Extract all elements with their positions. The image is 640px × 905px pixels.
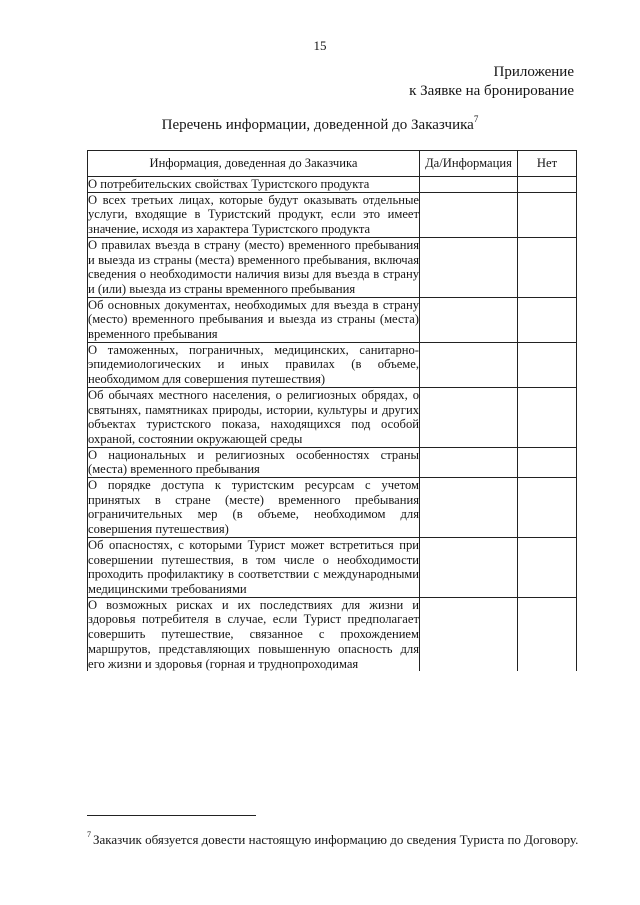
- header-info: Информация, доведенная до Заказчика: [88, 151, 420, 177]
- appendix-heading: [409, 63, 574, 101]
- row-info-text: О правилах въезда в страну (место) временного пребывания и выезда из страны (места) временного пребывания, включая сведения о необходимости наличия визы для въезда в страну и (или) выезда из страны временного пребывания: [88, 237, 419, 296]
- title-footnote-mark: 7: [473, 114, 479, 124]
- footnote: [87, 832, 578, 848]
- document-title: [0, 114, 640, 134]
- yes-cell[interactable]: [420, 478, 518, 538]
- table-row: [88, 597, 577, 671]
- table-row: [88, 342, 577, 387]
- table-row: [88, 447, 577, 477]
- row-info-text: О таможенных, пограничных, медицинских, санитарно-эпидемиологических и иных правилах (в объеме, необходимом для совершения путешествия): [88, 342, 419, 387]
- row-info-text: О всех третьих лицах, которые будут оказывать отдельные услуги, входящие в Туристский продукт, если это имеет значение, исходя из характера Туристского продукта: [88, 192, 419, 237]
- no-cell[interactable]: [518, 478, 577, 538]
- yes-cell[interactable]: [420, 537, 518, 597]
- row-info-text: О потребительских свойствах Туристского продукта: [88, 177, 420, 193]
- no-cell[interactable]: [518, 387, 577, 447]
- footnote-divider: [87, 815, 256, 816]
- appendix-line-2: к Заявке на бронирование: [409, 83, 574, 99]
- yes-cell[interactable]: [420, 177, 518, 193]
- yes-cell[interactable]: [420, 237, 518, 297]
- row-info-text: Об обычаях местного населения, о религиозных обрядах, о святынях, памятниках природы, истории, культуры и других объектах туристского показа, находящихся под особой охраной, состоянии окружающей среды: [88, 387, 419, 446]
- yes-cell[interactable]: [420, 597, 518, 671]
- table-header-row: [88, 151, 577, 177]
- row-info-text: О порядке доступа к туристским ресурсам с учетом принятых в стране (месте) временного пребывания ограничительных мер (в объеме, необходимом для совершения путешествия): [88, 478, 419, 537]
- table-row: [88, 192, 577, 237]
- no-cell[interactable]: [518, 192, 577, 237]
- no-cell[interactable]: [518, 177, 577, 193]
- header-no: Нет: [518, 151, 577, 177]
- yes-cell[interactable]: [420, 192, 518, 237]
- table-row: [88, 387, 577, 447]
- no-cell[interactable]: [518, 537, 577, 597]
- yes-cell[interactable]: [420, 297, 518, 342]
- row-info-text: Об основных документах, необходимых для въезда в страну (место) временного пребывания и выезда из страны (места) временного пребывания: [88, 297, 419, 342]
- no-cell[interactable]: [518, 597, 577, 671]
- yes-cell[interactable]: [420, 447, 518, 477]
- row-info-text: Об опасностях, с которыми Турист может встретиться при совершении путешествия, в том числе о необходимости проходить профилактику в соответствии с международными медицинскими требованиями: [88, 537, 419, 596]
- header-yes: Да/Информация: [420, 151, 518, 177]
- footnote-text: Заказчик обязуется довести настоящую информацию до сведения Туриста по Договору.: [93, 832, 579, 847]
- row-info-text: О национальных и религиозных особенностях страны (места) временного пребывания: [88, 447, 419, 477]
- table-row: [88, 297, 577, 342]
- footnote-mark: 7: [87, 830, 91, 839]
- yes-cell[interactable]: [420, 342, 518, 387]
- table-row: [88, 537, 577, 597]
- table-row: [88, 177, 577, 193]
- table-row: [88, 478, 577, 538]
- no-cell[interactable]: [518, 342, 577, 387]
- page-number: 15: [313, 38, 327, 53]
- yes-cell[interactable]: [420, 387, 518, 447]
- no-cell[interactable]: [518, 447, 577, 477]
- table-row: [88, 237, 577, 297]
- no-cell[interactable]: [518, 297, 577, 342]
- appendix-line-1: Приложение: [493, 64, 574, 80]
- information-table: [87, 150, 577, 671]
- row-info-text: О возможных рисках и их последствиях для жизни и здоровья потребителя в случае, если Турист предполагает совершить путешествие, связанное с прохождением маршрутов, представляющих повышенную опасность для его жизни и здоровья (горная и труднопроходимая: [88, 597, 419, 671]
- document-title-text: Перечень информации, доведенной до Заказчика: [161, 117, 474, 133]
- no-cell[interactable]: [518, 237, 577, 297]
